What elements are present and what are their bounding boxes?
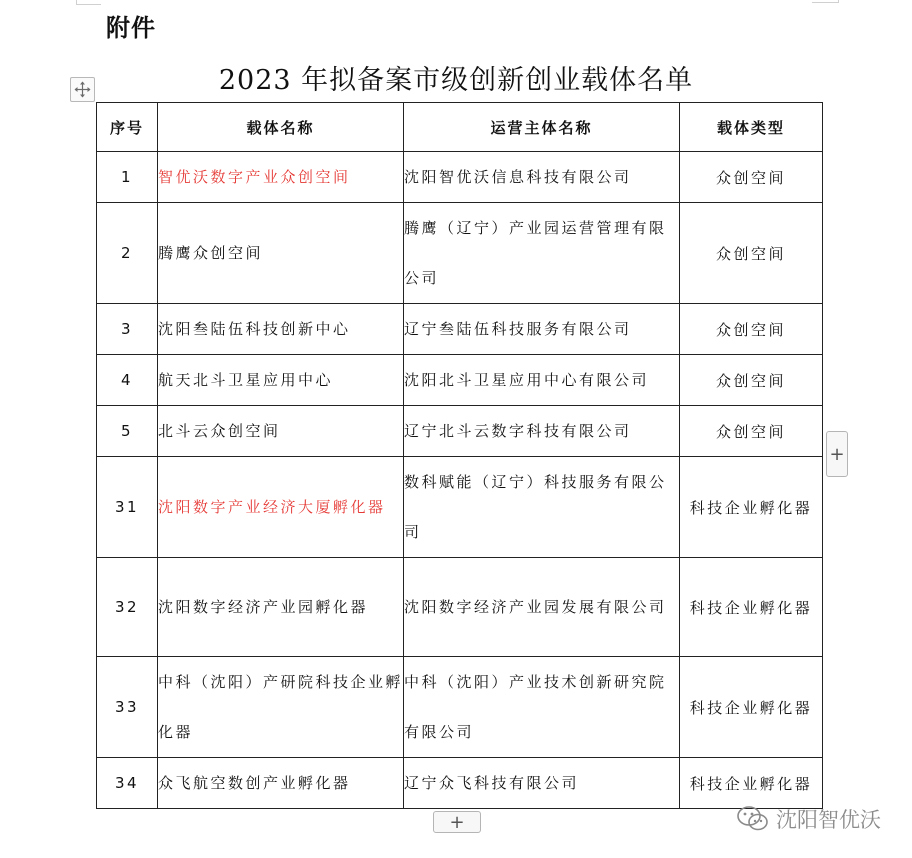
cell-operator-name: 辽宁众飞科技有限公司 xyxy=(404,758,680,809)
table-header-row xyxy=(97,103,823,152)
cell-operator-name: 中科（沈阳）产业技术创新研究院有限公司 xyxy=(404,657,680,758)
cell-seq: 5 xyxy=(97,406,158,457)
cell-seq: 1 xyxy=(97,152,158,203)
cell-operator-name: 数科赋能（辽宁）科技服务有限公司 xyxy=(404,457,680,558)
table-row xyxy=(97,152,823,203)
table-row xyxy=(97,203,823,304)
page-corner-mark-left xyxy=(76,0,101,5)
cell-carrier-name: 航天北斗卫星应用中心 xyxy=(158,355,404,406)
cell-carrier-name: 腾鹰众创空间 xyxy=(158,203,404,304)
attachment-label: 附件 xyxy=(106,14,156,42)
table-row xyxy=(97,457,823,558)
cell-carrier-name: 智优沃数字产业众创空间 xyxy=(158,152,404,203)
cell-carrier-type: 科技企业孵化器 xyxy=(680,657,823,758)
cell-seq: 32 xyxy=(97,558,158,657)
table-row xyxy=(97,558,823,657)
add-column-button[interactable]: + xyxy=(433,811,481,833)
cell-carrier-type: 众创空间 xyxy=(680,152,823,203)
add-row-button[interactable]: + xyxy=(826,431,848,477)
document-title: 2023 年拟备案市级创新创业载体名单 xyxy=(218,65,694,96)
page-corner-mark-right xyxy=(812,0,839,3)
cell-carrier-type: 众创空间 xyxy=(680,304,823,355)
header-operator-name: 运营主体名称 xyxy=(404,103,680,152)
cell-carrier-type: 众创空间 xyxy=(680,355,823,406)
cell-carrier-name: 沈阳数字经济产业园孵化器 xyxy=(158,558,404,657)
cell-carrier-name: 沈阳叁陆伍科技创新中心 xyxy=(158,304,404,355)
cell-seq: 2 xyxy=(97,203,158,304)
cell-carrier-type: 科技企业孵化器 xyxy=(680,758,823,809)
table-row xyxy=(97,657,823,758)
wechat-icon xyxy=(736,805,770,833)
carrier-table xyxy=(96,102,823,809)
cell-carrier-name: 沈阳数字产业经济大厦孵化器 xyxy=(158,457,404,558)
cell-seq: 33 xyxy=(97,657,158,758)
cell-carrier-type: 科技企业孵化器 xyxy=(680,558,823,657)
move-icon xyxy=(74,81,91,98)
cell-operator-name: 辽宁叁陆伍科技服务有限公司 xyxy=(404,304,680,355)
cell-carrier-type: 众创空间 xyxy=(680,203,823,304)
cell-operator-name: 沈阳数字经济产业园发展有限公司 xyxy=(404,558,680,657)
watermark-text: 沈阳智优沃 xyxy=(776,808,881,832)
cell-carrier-type: 众创空间 xyxy=(680,406,823,457)
cell-seq: 31 xyxy=(97,457,158,558)
header-seq: 序号 xyxy=(97,103,158,152)
table-move-handle[interactable] xyxy=(70,77,95,102)
table-row xyxy=(97,355,823,406)
table-row xyxy=(97,758,823,809)
table-row xyxy=(97,406,823,457)
cell-operator-name: 沈阳北斗卫星应用中心有限公司 xyxy=(404,355,680,406)
cell-carrier-name: 中科（沈阳）产研院科技企业孵化器 xyxy=(158,657,404,758)
table-row xyxy=(97,304,823,355)
cell-operator-name: 沈阳智优沃信息科技有限公司 xyxy=(404,152,680,203)
watermark xyxy=(736,804,881,834)
cell-carrier-type: 科技企业孵化器 xyxy=(680,457,823,558)
cell-operator-name: 腾鹰（辽宁）产业园运营管理有限公司 xyxy=(404,203,680,304)
header-carrier-name: 载体名称 xyxy=(158,103,404,152)
cell-seq: 3 xyxy=(97,304,158,355)
header-carrier-type: 载体类型 xyxy=(680,103,823,152)
cell-seq: 34 xyxy=(97,758,158,809)
cell-operator-name: 辽宁北斗云数字科技有限公司 xyxy=(404,406,680,457)
cell-carrier-name: 众飞航空数创产业孵化器 xyxy=(158,758,404,809)
cell-carrier-name: 北斗云众创空间 xyxy=(158,406,404,457)
cell-seq: 4 xyxy=(97,355,158,406)
